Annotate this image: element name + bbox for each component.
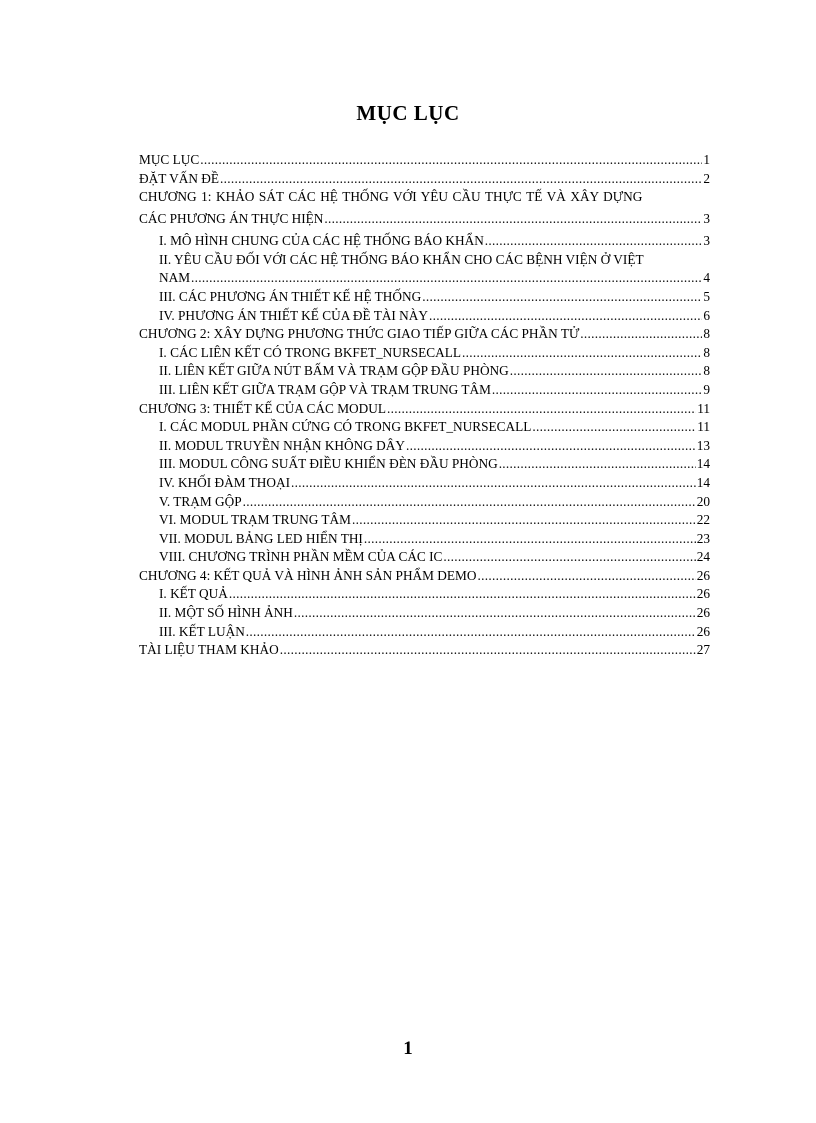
toc-entry-chapter-1-line1[interactable] — [139, 189, 710, 211]
toc-leader-dots — [580, 326, 702, 342]
toc-leader-dots — [462, 345, 702, 361]
toc-entry-dat-van-de[interactable] — [139, 171, 710, 190]
toc-entry-2-1[interactable] — [139, 345, 710, 364]
toc-entry-chapter-1[interactable] — [139, 211, 710, 233]
toc-entry-chapter-3[interactable] — [139, 401, 710, 420]
toc-entry-page: 24 — [696, 549, 710, 565]
toc-entry-2-3[interactable] — [139, 382, 710, 401]
toc-leader-dots — [246, 624, 696, 640]
toc-entry-page: 27 — [696, 642, 710, 658]
toc-entry-label: IV. PHƯƠNG ÁN THIẾT KẾ CỦA ĐỀ TÀI NÀY — [159, 307, 428, 323]
toc-entry-3-8[interactable] — [139, 549, 710, 568]
toc-entry-label: V. TRẠM GỘP — [159, 493, 242, 509]
toc-entry-label: III. CÁC PHƯƠNG ÁN THIẾT KẾ HỆ THỐNG — [159, 288, 422, 304]
toc-entry-references[interactable] — [139, 642, 710, 661]
toc-leader-dots — [422, 289, 702, 305]
toc-entry-label: I. CÁC LIÊN KẾT CÓ TRONG BKFET_NURSECALL — [159, 344, 462, 360]
toc-entry-label: III. KẾT LUẬN — [159, 623, 245, 639]
toc-leader-dots — [243, 494, 696, 510]
toc-entry-label: II. MỘT SỐ HÌNH ẢNH — [159, 605, 293, 621]
toc-entry-1-4[interactable] — [139, 308, 710, 327]
toc-entry-page: 9 — [703, 381, 710, 397]
page-title: MỤC LỤC — [356, 101, 460, 125]
toc-entry-page: 11 — [697, 419, 710, 435]
toc-entry-label: VI. MODUL TRẠM TRUNG TÂM — [159, 512, 351, 528]
toc-entry-label: III. MODUL CÔNG SUẤT ĐIỀU KHIỂN ĐÈN ĐẦU PHÒNG — [159, 456, 498, 472]
toc-entry-label: I. MÔ HÌNH CHUNG CỦA CÁC HỆ THỐNG BÁO KHẨN — [159, 233, 484, 249]
toc-entry-label: CHƯƠNG 3: THIẾT KẾ CỦA CÁC MODUL — [139, 400, 386, 416]
toc-entry-muc-luc[interactable] — [139, 152, 710, 171]
toc-entry-label: NAM — [159, 270, 191, 286]
toc-entry-page: 3 — [703, 211, 710, 227]
toc-entry-page: 8 — [703, 326, 710, 342]
toc-entry-2-2[interactable] — [139, 363, 710, 382]
toc-entry-label: CHƯƠNG 4: KẾT QUẢ VÀ HÌNH ẢNH SẢN PHẨM DEMO — [139, 567, 477, 583]
toc-entry-label: ĐẶT VẤN ĐỀ — [139, 170, 220, 186]
toc-entry-page: 6 — [703, 307, 710, 323]
toc-leader-dots — [324, 211, 702, 227]
toc-entry-page: 8 — [703, 363, 710, 379]
toc-entry-page: 26 — [696, 623, 710, 639]
toc-entry-1-1[interactable] — [139, 233, 710, 252]
toc-entry-page: 5 — [703, 288, 710, 304]
toc-entry-3-3[interactable] — [139, 456, 710, 475]
toc-entry-page: 13 — [696, 437, 710, 453]
toc-entry-page: 4 — [703, 270, 710, 286]
toc-leader-dots — [485, 233, 703, 249]
toc-entry-label: II. LIÊN KẾT GIỮA NÚT BẤM VÀ TRẠM GỘP ĐẦU PHÒNG — [159, 363, 509, 379]
table-of-contents — [139, 152, 710, 661]
toc-leader-dots — [510, 363, 703, 379]
toc-entry-3-2[interactable] — [139, 438, 710, 457]
toc-entry-label: II. YÊU CẦU ĐỐI VỚI CÁC HỆ THỐNG BÁO KHẨN CHO CÁC BỆNH VIỆN Ở VIỆT — [159, 251, 644, 267]
toc-leader-dots — [191, 270, 702, 286]
toc-entry-page: 3 — [703, 233, 710, 249]
toc-entry-label: I. KẾT QUẢ — [159, 586, 228, 602]
toc-entry-chapter-2[interactable] — [139, 326, 710, 345]
toc-entry-page: 14 — [696, 474, 710, 490]
toc-entry-4-1[interactable] — [139, 586, 710, 605]
toc-leader-dots — [499, 456, 696, 472]
toc-entry-page: 8 — [703, 344, 710, 360]
toc-entry-page: 20 — [696, 493, 710, 509]
toc-entry-label: IV. KHỐI ĐÀM THOẠI — [159, 474, 290, 490]
toc-leader-dots — [280, 642, 696, 658]
toc-leader-dots — [492, 382, 702, 398]
toc-entry-page: 22 — [696, 512, 710, 528]
toc-entry-4-2[interactable] — [139, 605, 710, 624]
toc-entry-label: VII. MODUL BẢNG LED HIỂN THỊ — [159, 530, 363, 546]
toc-entry-label: I. CÁC MODUL PHẦN CỨNG CÓ TRONG BKFET_NURSECALL — [159, 419, 532, 435]
toc-entry-3-4[interactable] — [139, 475, 710, 494]
toc-leader-dots — [352, 512, 696, 528]
toc-entry-label: CÁC PHƯƠNG ÁN THỰC HIỆN — [139, 211, 324, 227]
toc-entry-label: II. MODUL TRUYỀN NHẬN KHÔNG DÂY — [159, 437, 405, 453]
toc-entry-page: 14 — [696, 456, 710, 472]
toc-leader-dots — [220, 171, 702, 187]
page-number: 1 — [403, 1038, 413, 1059]
toc-entry-3-5[interactable] — [139, 494, 710, 513]
toc-entry-1-2-line1[interactable] — [139, 252, 710, 271]
toc-leader-dots — [406, 438, 696, 454]
toc-entry-3-7[interactable] — [139, 531, 710, 550]
toc-entry-1-3[interactable] — [139, 289, 710, 308]
toc-entry-label: TÀI LIỆU THAM KHẢO — [139, 642, 279, 658]
toc-entry-chapter-4[interactable] — [139, 568, 710, 587]
toc-entry-label: CHƯƠNG 2: XÂY DỰNG PHƯƠNG THỨC GIAO TIẾP GIỮA CÁC PHẦN TỬ — [139, 326, 580, 342]
toc-entry-page: 1 — [703, 152, 710, 167]
toc-entry-page: 2 — [703, 170, 710, 186]
toc-entry-4-3[interactable] — [139, 624, 710, 643]
toc-leader-dots — [477, 568, 695, 584]
toc-entry-label: III. LIÊN KẾT GIỮA TRẠM GỘP VÀ TRẠM TRUNG TÂM — [159, 381, 491, 397]
toc-entry-label: CHƯƠNG 1: KHẢO SÁT CÁC HỆ THỐNG VỚI YÊU CẦU THỰC TẾ VÀ XÂY DỰNG — [139, 189, 643, 205]
toc-entry-label: MỤC LỤC — [139, 152, 200, 167]
toc-entry-page: 26 — [696, 586, 710, 602]
toc-leader-dots — [294, 605, 696, 621]
toc-leader-dots — [532, 419, 696, 435]
toc-entry-page: 26 — [696, 605, 710, 621]
toc-entry-page: 23 — [696, 530, 710, 546]
toc-leader-dots — [364, 531, 696, 547]
toc-leader-dots — [291, 475, 696, 491]
toc-leader-dots — [429, 308, 702, 324]
toc-leader-dots — [387, 401, 696, 417]
toc-leader-dots — [443, 549, 695, 565]
toc-leader-dots — [200, 152, 702, 168]
toc-entry-page: 11 — [697, 400, 710, 416]
toc-entry-page: 26 — [696, 567, 710, 583]
toc-entry-3-1[interactable] — [139, 419, 710, 438]
toc-entry-label: VIII. CHƯƠNG TRÌNH PHẦN MỀM CỦA CÁC IC — [159, 549, 443, 565]
toc-entry-3-6[interactable] — [139, 512, 710, 531]
toc-leader-dots — [229, 586, 696, 602]
toc-entry-1-2[interactable] — [139, 270, 710, 289]
